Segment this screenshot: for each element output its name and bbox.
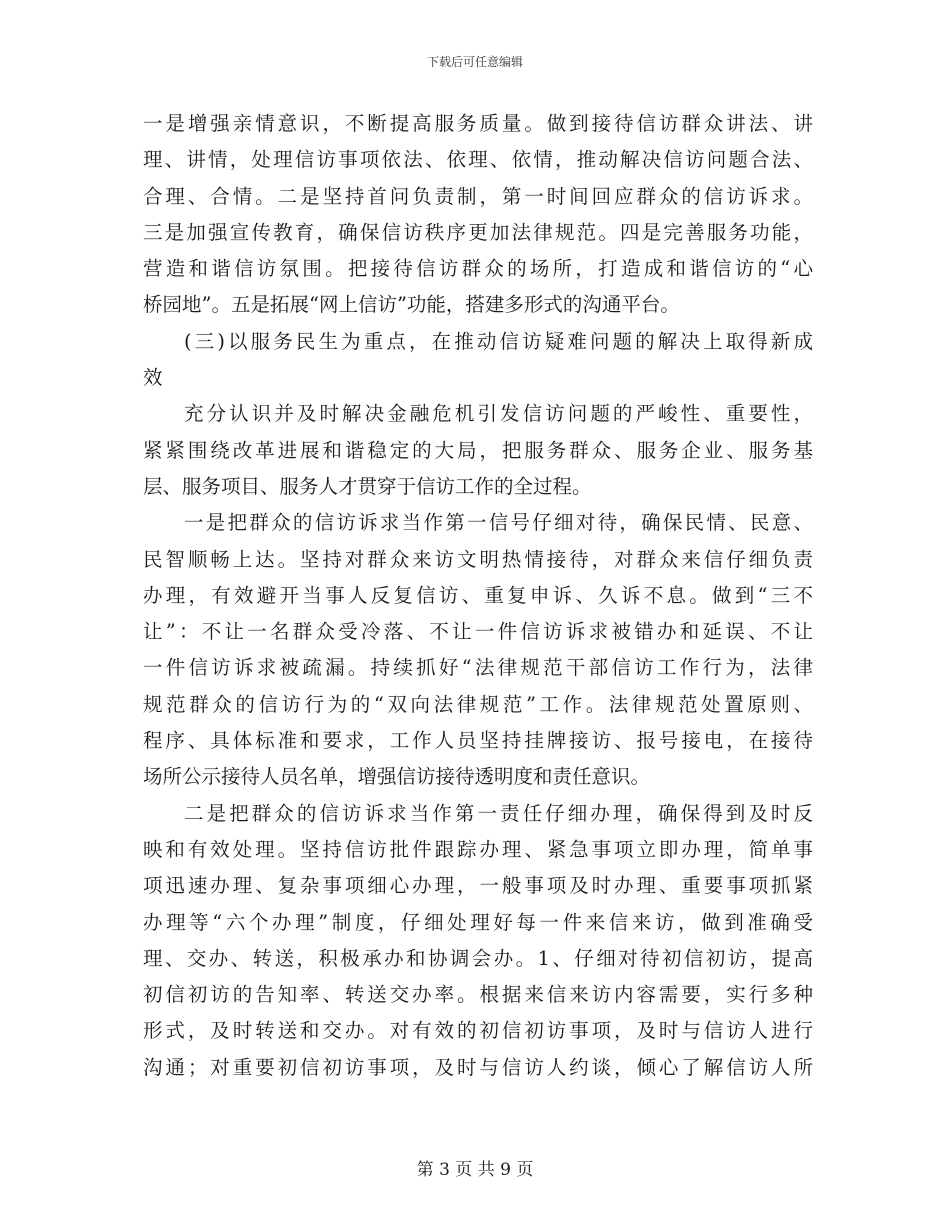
text-line: 一是增强亲情意识，不断提高服务质量。做到接待信访群众讲法、讲 [143,112,813,135]
text-line: 规范群众的信访行为的“双向法律规范”工作。法律规范处置原则、 [143,692,813,716]
text-line: 桥园地”。五是拓展“网上信访”功能，搭建多形式的沟通平台。 [143,293,680,317]
text-line: 程序、具体标准和要求，工作人员坚持挂牌接访、报号接电，在接待 [143,729,813,753]
text-line: 场所公示接待人员名单，增强信访接待透明度和责任意识。 [143,765,651,789]
text-line: 让”：不让一名群众受冷落、不让一件信访诉求被错办和延误、不让 [143,620,813,644]
text-line: 民智顺畅上达。坚持对群众来访文明热情接待，对群众来信仔细负责 [143,547,813,571]
text-line: 二是把群众的信访诉求当作第一责任仔细办理，确保得到及时反 [184,801,813,825]
text-line: 理、交办、转送，积极承办和协调会办。1、仔细对待初信初访，提高 [143,946,813,970]
text-line: 映和有效处理。坚持信访批件跟踪办理、紧急事项立即办理，简单事 [143,837,813,861]
text-line: 紧紧围绕改革进展和谐稳定的大局，把服务群众、服务企业、服务基 [143,438,813,462]
text-line: 形式，及时转送和交办。对有效的初信初访事项，及时与信访人进行 [143,1019,813,1043]
text-line: 办理等“六个办理”制度，仔细处理好每一件来信来访，做到准确受 [143,910,813,934]
text-line: 营造和谐信访氛围。把接待信访群众的场所，打造成和谐信访的“心 [143,257,813,281]
text-line: 充分认识并及时解决金融危机引发信访问题的严峻性、重要性， [184,402,813,426]
text-line: 一件信访诉求被疏漏。持续抓好“法律规范干部信访工作行为，法律 [143,656,813,680]
text-line: 三是加强宣传教育，确保信访秩序更加法律规范。四是完善服务功能， [143,220,813,244]
text-line: 理、讲情，处理信访事项依法、依理、依情，推动解决信访问题合法、 [143,148,813,172]
page-number: 第 3 页 共 9 页 [416,1160,534,1180]
text-line: 项迅速办理、复杂事项细心办理，一般事项及时办理、重要事项抓紧 [143,874,813,898]
text-line: 沟通；对重要初信初访事项，及时与信访人约谈，倾心了解信访人所 [143,1055,813,1079]
section-heading-line: (三)以服务民生为重点，在推动信访疑难问题的解决上取得新成 [184,329,813,353]
body-text [143,106,813,1086]
text-line: 一是把群众的信访诉求当作第一信号仔细对待，确保民情、民意、 [184,511,813,535]
text-line: 办理，有效避开当事人反复信访、重复申诉、久诉不息。做到“三不 [143,583,813,607]
text-line: 层、服务项目、服务人才贯穿于信访工作的全过程。 [143,474,592,498]
page-header: 下载后可任意编辑 [426,55,523,69]
text-line: 初信初访的告知率、转送交办率。根据来信来访内容需要，实行多种 [143,983,813,1007]
section-heading-line: 效 [143,366,163,390]
text-line: 合理、合情。二是坚持首问负责制，第一时间回应群众的信访诉求。 [143,184,813,208]
